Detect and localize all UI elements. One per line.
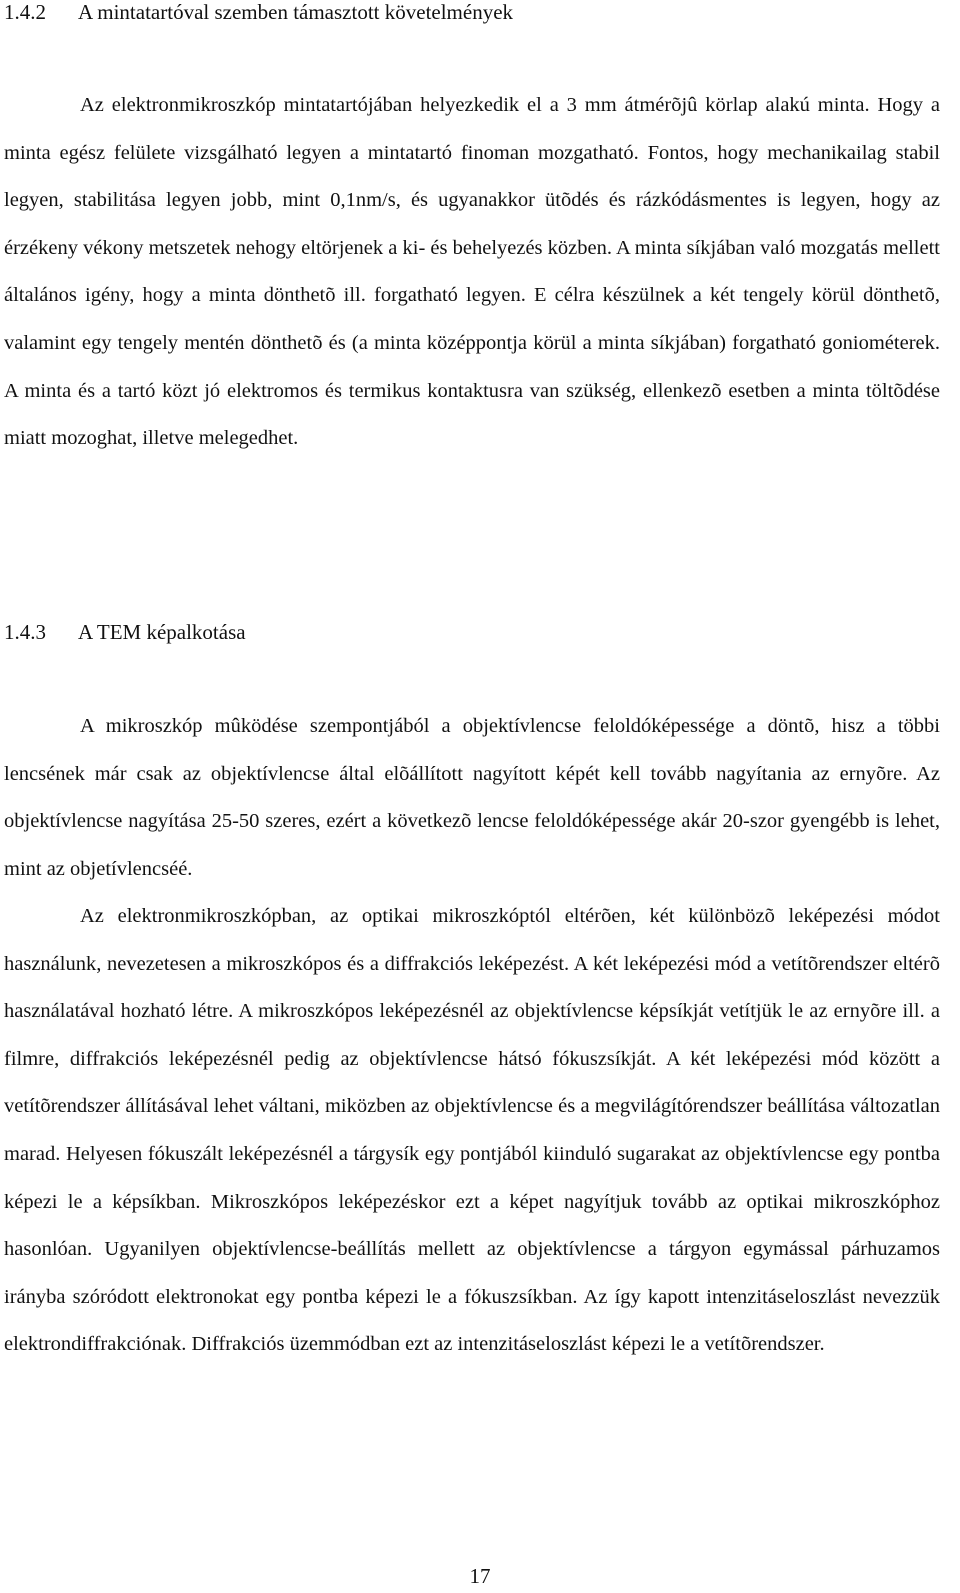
paragraph-objective-lens: A mikroszkóp mûködése szempontjából a objektívlencse feloldóképessége a döntõ, hisz a többi lencsének már csak az objektívlencse által elõállított nagyított képét kell tovább nagyítania az ernyõre. Az objektívlencse nagyítása 25-50 szeres, ezért a következõ lencse feloldóképessége akár 20-szor gyengébb is lehet, mint az objetívlencséé.	[4, 715, 940, 880]
section-heading-1-4-2	[4, 0, 513, 24]
section-title: A TEM képalkotása	[78, 620, 246, 644]
section-heading-1-4-3	[4, 620, 246, 644]
page-number: 17	[469, 1564, 491, 1588]
section-number: 1.4.2	[4, 0, 46, 24]
section-title: A mintatartóval szemben támasztott követelmények	[78, 0, 514, 24]
section-number: 1.4.3	[4, 620, 46, 644]
paragraph-imaging-modes: Az elektronmikroszkópban, az optikai mikroszkóptól eltérõen, két különbözõ leképezési módot használunk, nevezetesen a mikroszkópos és a diffrakciós leképezést. A két leképezési mód a vetítõrendszer eltérõ használatával hozható létre. A mikroszkópos leképezésnél az objektívlencse képsíkját vetítjük le az ernyõre ill. a filmre, diffrakciós leképezésnél pedig az objektívlencse hátsó fókuszsíkját. A két leképezési mód között a vetítõrendszer állításával lehet váltani, miközben az objektívlencse és a megvilágítórendszer beállítása változatlan marad. Helyesen fókuszált leképezésnél a tárgysík egy pontjából kiinduló sugarakat az objektívlencse egy pontba képezi le a képsíkban. Mikroszkópos leképezéskor ezt a képet nagyítjuk tovább az optikai mikroszkóphoz hasonlóan. Ugyanilyen objektívlencse-beállítás mellett az objektívlencse a tárgyon egymással párhuzamos irányba szóródott elektronokat egy pontba képezi le a fókuszsíkban. Az így kapott intenzitáseloszlást nevezzük elektrondiffrakciónak. Diffrakciós üzemmódban ezt az intenzitáseloszlást képezi le a vetítõrendszer.	[4, 905, 940, 1356]
paragraph-specimen-holder: Az elektronmikroszkóp mintatartójában helyezkedik el a 3 mm átmérõjû körlap alakú minta. Hogy a minta egész felülete vizsgálható legyen a mintatartó finoman mozgatható. Fontos, hogy mechanikailag stabil legyen, stabilitása legyen jobb, mint 0,1nm/s, és ugyanakkor ütõdés és rázkódásmentes is legyen, hogy az érzékeny vékony metszetek nehogy eltörjenek a ki- és behelyezés közben. A minta síkjában való mozgatás mellett általános igény, hogy a minta dönthetõ ill. forgatható legyen. E célra készülnek a két tengely körül dönthetõ, valamint egy tengely mentén dönthetõ és (a minta középpontja körül a minta síkjában) forgatható goniométerek. A minta és a tartó közt jó elektromos és termikus kontaktusra van szükség, ellenkezõ esetben a minta töltõdése miatt mozoghat, illetve melegedhet.	[4, 94, 940, 450]
